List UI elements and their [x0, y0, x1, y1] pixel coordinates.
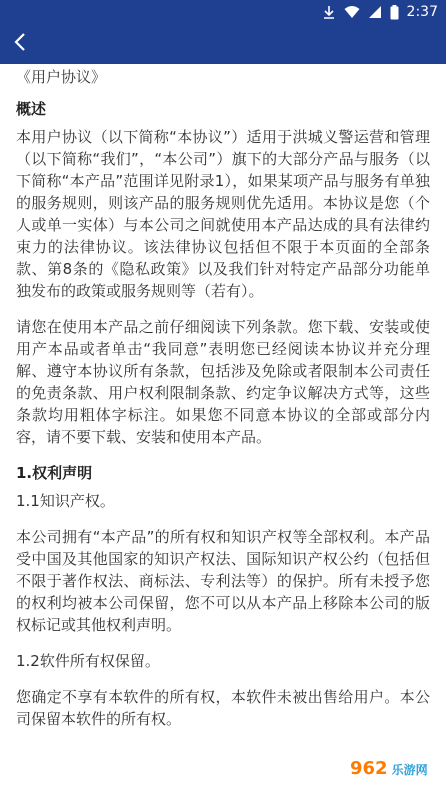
subsection-1-2-heading: 1.2软件所有权保留。	[16, 652, 160, 670]
overview-heading: 概述	[16, 100, 47, 118]
watermark-logo	[350, 749, 442, 789]
back-button[interactable]	[0, 24, 40, 64]
document-title: 《用户协议》	[16, 68, 107, 86]
overview-paragraph-1: 本用户协议（以下简称“本协议”）适用于洪城义警运营和管理（以下简称“我们”，“本公司”）旗下的大部分产品与服务（以下简称“本产品”范围详见附录1），如果某项产品与服务有单独的服务规则，则该产品的服务规则优先适用。本协议是您（个人或单一实体）与本公司之间就使用本产品达成的具有法律约束力的法律协议。该法律协议包括但不限于本页面的全部条款、第8条的《隐私政策》以及我们针对特定产品部分功能单独发布的政策或服务规则等（若有）。	[16, 128, 430, 300]
cell-signal-icon	[368, 5, 382, 19]
watermark-main: 962	[350, 758, 388, 779]
agreement-content[interactable]	[0, 64, 446, 793]
subsection-1-1-paragraph: 本公司拥有“本产品”的所有权和知识产权等全部权利。本产品受中国及其他国家的知识产权法、国际知识产权公约（包括但不限于著作权法、商标法、专利法等）的保护。所有未授予您的权利均被本公司保留，您不可以从本产品上移除本公司的版权标记或其他权利声明。	[16, 528, 430, 634]
wifi-icon	[344, 5, 360, 19]
subsection-1-2-paragraph: 您确定不享有本软件的所有权，本软件未被出售给用户。本公司保留本软件的所有权。	[16, 688, 430, 728]
chevron-left-icon	[13, 32, 27, 56]
watermark-sub: 乐游网	[391, 762, 428, 777]
overview-paragraph-2: 请您在使用本产品之前仔细阅读下列条款。您下载、安装或使用产本品或者单击“我同意”表明您已经阅读本协议并充分理解、遵守本协议所有条款，包括涉及免除或者限制本公司责任的免责条款、用户权利限制条款、约定争议解决方式等，这些条款均用粗体字标注。如果您不同意本协议的全部或部分内容，请不要下载、安装和使用本产品。	[16, 318, 430, 446]
status-time: 2:37	[406, 4, 438, 20]
app-bar	[0, 24, 446, 64]
download-icon	[322, 5, 336, 19]
status-bar	[0, 0, 446, 24]
subsection-1-1-heading: 1.1知识产权。	[16, 492, 115, 510]
battery-icon	[390, 5, 399, 20]
section-1-heading: 1.权利声明	[16, 464, 93, 482]
